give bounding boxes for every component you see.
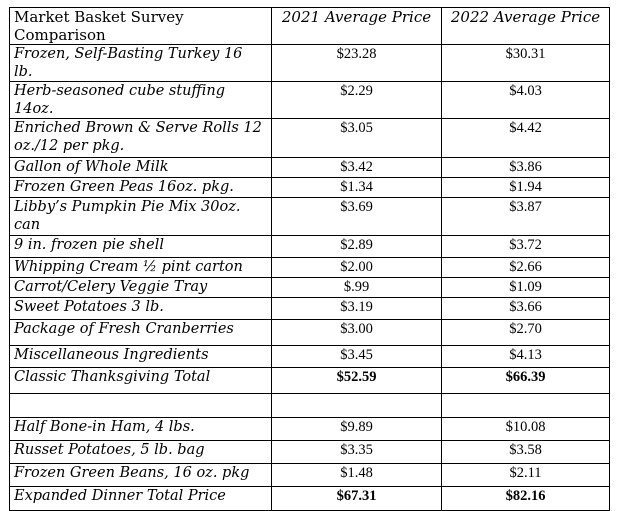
- item-cell: Sweet Potatoes 3 lb.: [10, 298, 272, 320]
- table-row: [10, 45, 610, 82]
- table-row: [10, 441, 610, 464]
- price-2022-cell: $1.94: [442, 178, 610, 198]
- table-row: [10, 236, 610, 258]
- price-2021-cell: $2.89: [272, 236, 442, 258]
- item-cell: Gallon of Whole Milk: [10, 158, 272, 178]
- price-2021-cell: $23.28: [272, 45, 442, 82]
- price-comparison-table: [9, 7, 610, 511]
- table-row: [10, 82, 610, 119]
- table-row: [10, 418, 610, 441]
- price-2021-cell: $3.05: [272, 119, 442, 158]
- item-cell: Package of Fresh Cranberries: [10, 320, 272, 346]
- price-2022-cell: $82.16: [442, 487, 610, 511]
- price-2022-cell: $4.03: [442, 82, 610, 119]
- item-cell: Expanded Dinner Total Price: [10, 487, 272, 511]
- price-2022-cell: $2.11: [442, 464, 610, 487]
- table-row: [10, 198, 610, 236]
- table-body: [10, 45, 610, 511]
- price-2021-cell: $3.45: [272, 346, 442, 368]
- price-2022-cell: $3.87: [442, 198, 610, 236]
- item-cell: Frozen Green Peas 16oz. pkg.: [10, 178, 272, 198]
- price-2022-cell: $66.39: [442, 368, 610, 394]
- total-row: [10, 368, 610, 394]
- price-2021-cell: $1.34: [272, 178, 442, 198]
- price-2022-cell: $30.31: [442, 45, 610, 82]
- item-cell: Herb-seasoned cube stuffing 14oz.: [10, 82, 272, 119]
- price-2021-cell: $2.00: [272, 258, 442, 278]
- header-2021: 2021 Average Price: [272, 8, 442, 45]
- price-2021-cell: [272, 394, 442, 418]
- table-row: [10, 178, 610, 198]
- table-row: [10, 464, 610, 487]
- price-2022-cell: $4.42: [442, 119, 610, 158]
- price-2022-cell: $4.13: [442, 346, 610, 368]
- table-row: [10, 258, 610, 278]
- price-2021-cell: $.99: [272, 278, 442, 298]
- price-2022-cell: $2.66: [442, 258, 610, 278]
- item-cell: Half Bone-in Ham, 4 lbs.: [10, 418, 272, 441]
- table-row: [10, 298, 610, 320]
- price-2021-cell: $52.59: [272, 368, 442, 394]
- item-cell: Whipping Cream ½ pint carton: [10, 258, 272, 278]
- price-2021-cell: $3.19: [272, 298, 442, 320]
- table-row: [10, 278, 610, 298]
- table-row: [10, 346, 610, 368]
- price-2022-cell: $3.58: [442, 441, 610, 464]
- price-2022-cell: $3.86: [442, 158, 610, 178]
- item-cell: Enriched Brown & Serve Rolls 12 oz./12 per pkg.: [10, 119, 272, 158]
- price-2021-cell: $3.69: [272, 198, 442, 236]
- price-2021-cell: $2.29: [272, 82, 442, 119]
- item-cell: Miscellaneous Ingredients: [10, 346, 272, 368]
- price-2022-cell: $3.72: [442, 236, 610, 258]
- price-2022-cell: $1.09: [442, 278, 610, 298]
- table-row: [10, 119, 610, 158]
- price-2022-cell: $10.08: [442, 418, 610, 441]
- table-row: [10, 320, 610, 346]
- item-cell: Carrot/Celery Veggie Tray: [10, 278, 272, 298]
- item-cell: Frozen, Self-Basting Turkey 16 lb.: [10, 45, 272, 82]
- price-2022-cell: [442, 394, 610, 418]
- item-cell: Frozen Green Beans, 16 oz. pkg: [10, 464, 272, 487]
- header-2022: 2022 Average Price: [442, 8, 610, 45]
- item-cell: [10, 394, 272, 418]
- price-2022-cell: $3.66: [442, 298, 610, 320]
- price-2021-cell: $9.89: [272, 418, 442, 441]
- price-2021-cell: $67.31: [272, 487, 442, 511]
- price-2021-cell: $3.00: [272, 320, 442, 346]
- price-2021-cell: $3.42: [272, 158, 442, 178]
- price-2021-cell: $1.48: [272, 464, 442, 487]
- total-row: [10, 487, 610, 511]
- header-row: [10, 8, 610, 45]
- item-cell: Classic Thanksgiving Total: [10, 368, 272, 394]
- price-2022-cell: $2.70: [442, 320, 610, 346]
- price-2021-cell: $3.35: [272, 441, 442, 464]
- item-cell: Libby’s Pumpkin Pie Mix 30oz. can: [10, 198, 272, 236]
- table-row: [10, 158, 610, 178]
- item-cell: 9 in. frozen pie shell: [10, 236, 272, 258]
- item-cell: Russet Potatoes, 5 lb. bag: [10, 441, 272, 464]
- spacer-row: [10, 394, 610, 418]
- header-survey: Market Basket Survey Comparison: [10, 8, 272, 45]
